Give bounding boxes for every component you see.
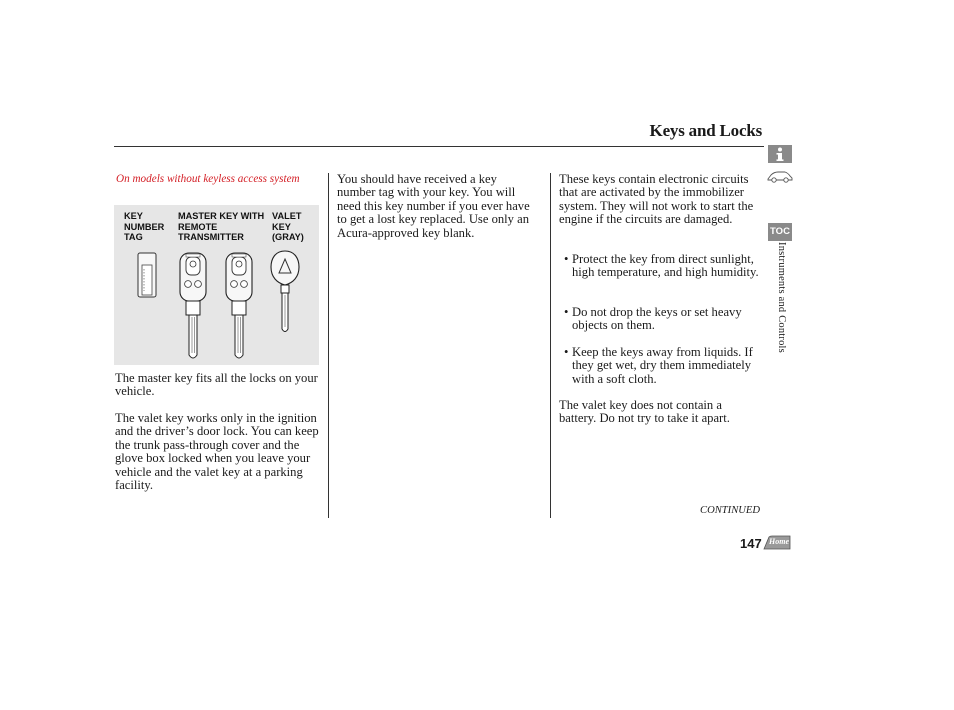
valet-key-icon: [271, 251, 299, 332]
master-key-icon: [180, 253, 206, 358]
column-divider: [550, 173, 551, 518]
figure-label-valet: VALET KEY (GRAY): [272, 211, 304, 242]
paragraph-valet-key: The valet key works only in the ignition and the driver’s door lock. You can keep the trunk pass-through cover and the glove box locked when you leave your vehicle and the valet key at a parking facility.: [115, 411, 319, 493]
paragraph-master-key: The master key fits all the locks on your vehicle.: [115, 371, 318, 399]
figure-label-master: MASTER KEY WITH REMOTE TRANSMITTER: [178, 211, 265, 242]
car-icon: [766, 167, 794, 185]
page-number: 147: [740, 536, 762, 551]
key-number-tag-icon: [138, 253, 156, 297]
paragraph-valet-battery: The valet key does not contain a battery. Do not try to take it apart.: [559, 398, 730, 426]
key-figure: [114, 205, 319, 365]
bullet-item: • Keep the keys away from liquids. If they get wet, dry them immediately with a soft cloth.: [559, 346, 762, 386]
home-button[interactable]: [763, 535, 791, 550]
home-label: Home: [769, 537, 789, 546]
section-tab-label[interactable]: Instruments and Controls: [776, 242, 787, 353]
continued-note: CONTINUED: [700, 505, 761, 516]
info-icon: [768, 145, 792, 163]
page-title: Keys and Locks: [649, 121, 762, 140]
toc-button[interactable]: [768, 223, 792, 241]
bullet-item: • Do not drop the keys or set heavy objects on them.: [559, 306, 762, 333]
toc-label: TOC: [770, 226, 790, 237]
header-rule: [114, 146, 764, 147]
column-divider: [328, 173, 329, 518]
model-note: On models without keyless access system: [116, 173, 300, 185]
figure-label-tag: KEY NUMBER TAG: [124, 211, 165, 242]
master-key-icon: [226, 253, 252, 358]
keys-illustration: [114, 205, 319, 365]
info-button[interactable]: [768, 145, 792, 163]
paragraph-key-number: You should have received a key number tag with your key. You will need this key number if you ever have to get a lost key replaced. Use only an Acura-approved key blank.: [337, 172, 530, 240]
bullet-item: • Protect the key from direct sunlight, high temperature, and high humidity.: [559, 253, 762, 280]
vehicle-index-button[interactable]: [766, 167, 794, 185]
paragraph-immobilizer: These keys contain electronic circuits that are activated by the immobilizer system. They will not work to start the engine if the circuits are damaged.: [559, 172, 754, 227]
